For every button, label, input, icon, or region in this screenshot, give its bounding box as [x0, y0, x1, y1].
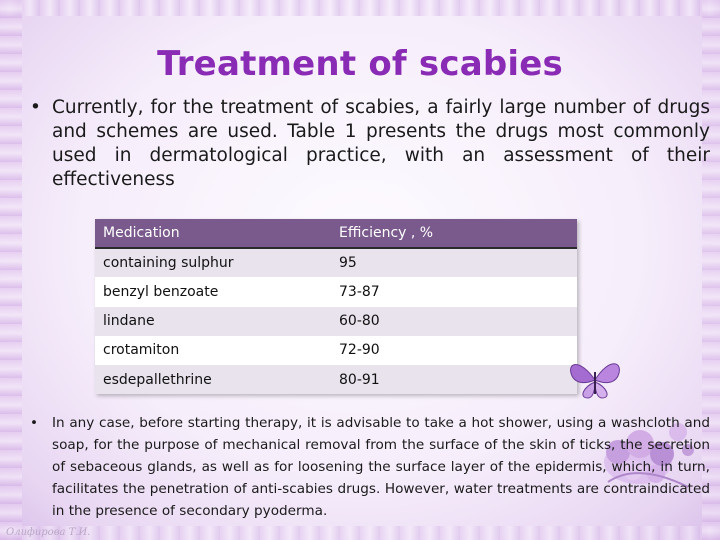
cell-medication: containing sulphur [95, 248, 331, 277]
bullet-marker: • [30, 97, 41, 118]
cell-efficiency: 72-90 [331, 336, 577, 365]
table-row [95, 336, 577, 365]
cell-medication: crotamiton [95, 336, 331, 365]
table-row [95, 365, 577, 394]
author-signature: Олифирова Т.И. [6, 527, 91, 538]
table-row [95, 307, 577, 336]
bullet-text-1: Currently, for the treatment of scabies, a fairly large number of drugs and schemes are used. Table 1 presents the drugs most commonly used in dermatological practice, with an assessment of their effectiveness [52, 97, 710, 190]
cell-medication: lindane [95, 307, 331, 336]
table-header-row [95, 219, 577, 248]
bullet-paragraph-1 [30, 96, 710, 192]
cell-efficiency: 80-91 [331, 365, 577, 394]
bullet-text-2: In any case, before starting therapy, it is advisable to take a hot shower, using a washcloth and soap, for the purpose of mechanical removal from the surface of the skin of ticks, the secretion of sebaceous glands, as well as for loosening the surface layer of the epidermis, which, in turn, facilitates the penetration of anti-scabies drugs. However, water treatments are contraindicated in the presence of secondary pyoderma. [52, 415, 710, 519]
header-medication: Medication [95, 219, 331, 248]
cell-efficiency: 95 [331, 248, 577, 277]
cell-efficiency: 60-80 [331, 307, 577, 336]
cell-medication: benzyl benzoate [95, 277, 331, 306]
bullet-marker: • [30, 415, 39, 431]
bullet-paragraph-2 [30, 412, 710, 522]
frame-top-border [0, 0, 720, 16]
frame-bottom-border [0, 526, 720, 540]
header-efficiency: Efficiency , % [331, 219, 577, 248]
slide-title: Treatment of scabies [157, 44, 563, 84]
table-row [95, 248, 577, 277]
cell-medication: esdepallethrine [95, 365, 331, 394]
butterfly-icon [566, 352, 624, 404]
drugs-table [95, 219, 577, 394]
cell-efficiency: 73-87 [331, 277, 577, 306]
table-row [95, 277, 577, 306]
